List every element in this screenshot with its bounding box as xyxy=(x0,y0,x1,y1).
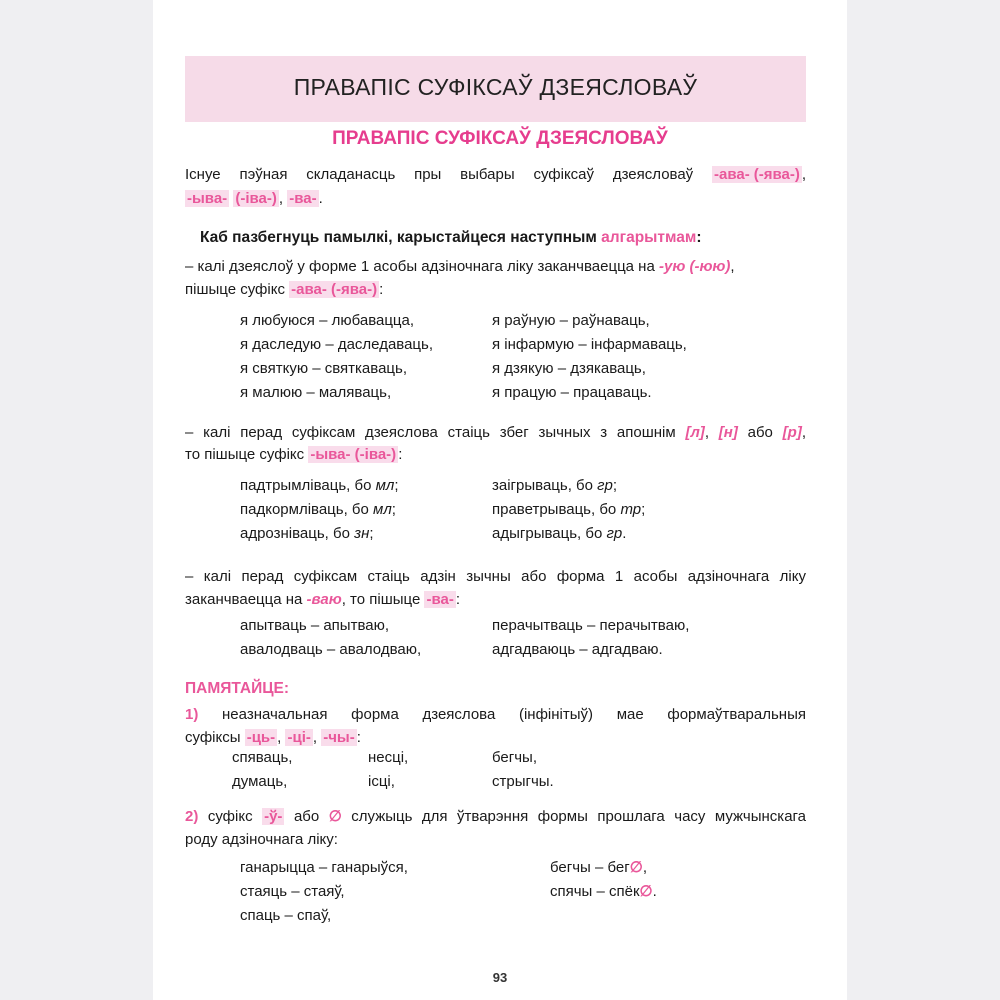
suffix-ava: -ава- xyxy=(714,166,750,183)
rule3-suffix: -ва- xyxy=(426,591,454,608)
example xyxy=(550,856,657,880)
rule1-suffix: -ава- (-ява-) xyxy=(291,281,378,298)
rule2-suffix: -ыва- (-іва-) xyxy=(310,446,397,463)
page xyxy=(153,0,847,1000)
punct: , xyxy=(801,166,806,183)
punct: : xyxy=(356,729,361,746)
section-subtitle: ПРАВАПІС СУФІКСАЎ ДЗЕЯСЛОВАЎ xyxy=(332,128,668,149)
remember-heading: ПАМЯТАЙЦЕ: xyxy=(185,680,290,697)
punct: : xyxy=(398,446,403,463)
rule2-text-2: то пішыце суфікс xyxy=(185,446,305,463)
rule2-examples-left xyxy=(240,474,399,546)
rule3-line-2 xyxy=(185,589,460,611)
consonant-n: [н] xyxy=(718,424,738,441)
remember-2-examples-b xyxy=(550,856,657,904)
punct: , xyxy=(730,258,735,275)
punct: . xyxy=(318,190,323,207)
rule2-line-1 xyxy=(185,422,806,444)
example: думаць, xyxy=(232,773,288,790)
suffix-u: -ў- xyxy=(264,808,283,825)
suffix-chy: -чы- xyxy=(323,729,355,746)
rule2-text: – калі перад суфіксам дзеяслова стаіць збег зычных з апошнім xyxy=(185,424,676,441)
suffix-yva: -ыва- xyxy=(187,190,228,207)
null-ending-icon: ∅ xyxy=(629,859,643,876)
suffix-iva: (-іва-) xyxy=(235,190,277,207)
remember-2-line-1 xyxy=(185,806,806,828)
example: перачытваць – перачытваю, xyxy=(492,617,690,634)
rule2-examples-right xyxy=(492,474,645,546)
example xyxy=(240,498,399,522)
example xyxy=(240,474,399,498)
cluster: мл xyxy=(373,501,392,518)
example: ганарыцца – ганарыўся, xyxy=(240,859,408,876)
example xyxy=(492,474,645,498)
remember-2-line-2: роду адзіночнага ліку: xyxy=(185,831,338,848)
punct: . xyxy=(652,883,657,900)
page-title: ПРАВАПІС СУФІКСАЎ ДЗЕЯСЛОВАЎ xyxy=(293,74,698,100)
item-number: 2) xyxy=(185,808,199,825)
suffix-ts: -ць- xyxy=(246,729,276,746)
remember-2-or: або xyxy=(293,808,320,825)
rule1-text-2: пішыце суфікс xyxy=(185,281,285,298)
consonant-r: [р] xyxy=(782,424,802,441)
remember-1-examples-b xyxy=(368,746,408,794)
intro-line-2 xyxy=(185,188,323,210)
punct: , xyxy=(312,729,318,746)
page-number: 93 xyxy=(492,970,508,985)
punct: , xyxy=(801,424,806,441)
example: я малюю – маляваць, xyxy=(240,384,392,401)
punct: , xyxy=(277,729,282,746)
title-banner xyxy=(185,56,806,122)
rule3-examples-left xyxy=(240,614,421,662)
cluster: гр xyxy=(597,477,613,494)
remember-1-examples-a xyxy=(232,746,292,794)
punct: : xyxy=(696,229,702,246)
example: адгадваюць – адгадваю. xyxy=(492,641,663,658)
example xyxy=(492,522,645,546)
example: несці, xyxy=(368,749,409,766)
rule1-ending: -ую (-юю) xyxy=(658,258,731,275)
example-word: падкормліваць, бо xyxy=(240,501,369,518)
example: я дзякую – дзякаваць, xyxy=(492,360,646,377)
example-word: падтрымліваць, бо xyxy=(240,477,372,494)
remember-1-examples-c xyxy=(492,746,554,794)
example-word: праветрываць, бо xyxy=(492,501,617,518)
punct: : xyxy=(379,281,384,298)
algorithm-heading xyxy=(200,229,702,247)
algorithm-heading-text: Каб пазбегнуць памылкі, карыстайцеся наступным xyxy=(200,229,597,246)
example: бегчы, xyxy=(492,749,537,766)
rule3-text-2: заканчваецца на xyxy=(185,591,303,608)
punct: , xyxy=(704,424,709,441)
algorithm-word: алгарытмам xyxy=(601,229,697,246)
rule3-text-3: , то пішыце xyxy=(341,591,421,608)
example: я раўную – раўнаваць, xyxy=(492,312,650,329)
example: я святкую – святкаваць, xyxy=(240,360,407,377)
rule1-examples-left xyxy=(240,309,433,405)
punct: ; xyxy=(394,477,399,494)
example xyxy=(492,498,645,522)
example: я даследую – даследаваць, xyxy=(240,336,434,353)
punct: , xyxy=(642,859,647,876)
remember-1-line-1 xyxy=(185,704,806,726)
remember-2-text-2: служыць для ўтварэння формы прошлага часу мужчынскага xyxy=(351,808,807,825)
remember-1-text: неазначальная форма дзеяслова (інфінітыў) мае формаўтваральныя xyxy=(222,706,806,723)
rule3-line-1: – калі перад суфіксам стаіць адзін зычны або форма 1 асобы адзіночнага ліку xyxy=(185,568,806,585)
consonant-l: [л] xyxy=(685,424,705,441)
intro-text: Існуе пэўная складанасць пры выбары суфіксаў дзеясловаў xyxy=(185,166,694,183)
example xyxy=(240,522,399,546)
suffix-tsi: -ці- xyxy=(287,729,311,746)
example: спаць – спаў, xyxy=(240,907,332,924)
suffix-va: -ва- xyxy=(289,190,317,207)
cluster: мл xyxy=(375,477,395,494)
rule1-examples-right xyxy=(492,309,687,405)
example: апытваць – апытваю, xyxy=(240,617,390,634)
example-word: адыгрываць, бо xyxy=(492,525,603,542)
rule2-line-2 xyxy=(185,444,402,466)
example: я інфармую – інфармаваць, xyxy=(492,336,687,353)
example: я працую – працаваць. xyxy=(492,384,652,401)
example: я любуюся – любавацца, xyxy=(240,312,415,329)
cluster: гр xyxy=(606,525,623,542)
intro-line-1 xyxy=(185,164,806,186)
rule1-text: – калі дзеяслоў у форме 1 асобы адзіночнага ліку заканчваецца на xyxy=(185,258,655,275)
example-word: заігрываць, бо xyxy=(492,477,593,494)
example: спяваць, xyxy=(232,749,293,766)
cluster: зн xyxy=(354,525,370,542)
punct: : xyxy=(455,591,460,608)
punct: . xyxy=(622,525,627,542)
punct: ; xyxy=(641,501,646,518)
punct: ; xyxy=(369,525,374,542)
rule3-examples-right xyxy=(492,614,689,662)
remember-2-examples-a xyxy=(240,856,408,928)
rule3-ending: -ваю xyxy=(306,591,342,608)
example: стаяць – стаяў, xyxy=(240,883,345,900)
punct: , xyxy=(278,190,284,207)
or-text: або xyxy=(747,424,773,441)
example: стрыгчы. xyxy=(492,773,554,790)
example-word: адрозніваць, бо xyxy=(240,525,350,542)
example-word: бегчы – бег xyxy=(550,859,630,876)
remember-2-text: суфікс xyxy=(207,808,253,825)
item-number: 1) xyxy=(185,706,199,723)
example xyxy=(550,880,657,904)
example: авалодваць – авалодваю, xyxy=(240,641,422,658)
cluster: тр xyxy=(620,501,642,518)
suffix-yava: (-ява-) xyxy=(753,166,800,183)
remember-1-text-2: суфіксы xyxy=(185,729,241,746)
null-ending-icon: ∅ xyxy=(328,808,342,825)
example: ісці, xyxy=(368,773,395,790)
rule1-line-1 xyxy=(185,256,735,278)
rule1-line-2 xyxy=(185,279,383,301)
punct: ; xyxy=(391,501,396,518)
punct: ; xyxy=(612,477,618,494)
null-ending-icon: ∅ xyxy=(639,883,653,900)
example-word: спячы – спёк xyxy=(550,883,640,900)
